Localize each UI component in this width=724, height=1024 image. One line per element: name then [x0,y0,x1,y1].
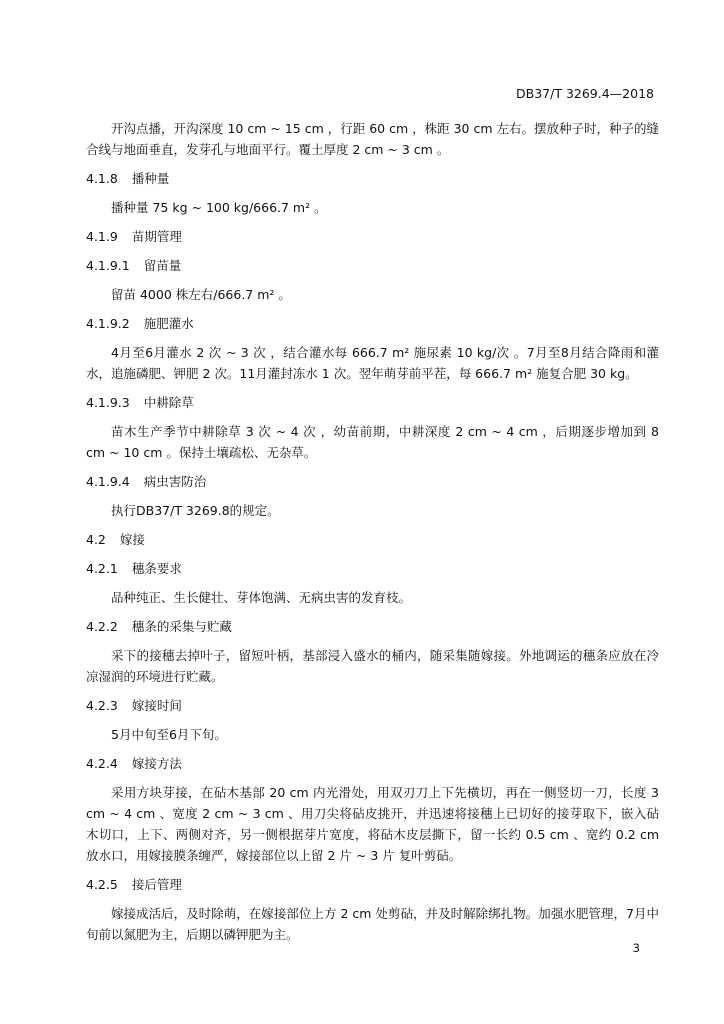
section-number: 4.1.9.3 [86,395,130,410]
document-body [86,118,659,953]
paragraph: 苗木生产季节中耕除草 3 次 ~ 4 次 ，幼苗前期，中耕深度 2 cm ~ 4 cm ，后期逐步增加到 8 cm ~ 10 cm 。保持土壤疏松、无杂草。 [86,424,659,460]
paragraph: 执行DB37/T 3269.8的规定。 [111,503,280,518]
section-title: 穗条的采集与贮藏 [131,619,232,634]
section-heading [86,168,659,189]
section-number: 4.2.2 [86,619,118,634]
section-title: 接后管理 [131,877,182,892]
paragraph: 嫁接成活后，及时除萌，在嫁接部位上方 2 cm 处剪砧，并及时解除绑扎物。加强水肥管理，7月中旬前以氮肥为主，后期以磷钾肥为主。 [86,906,659,942]
section-heading [86,226,659,247]
section-heading [86,695,659,716]
section-title: 苗期管理 [131,229,182,244]
section-heading [86,616,659,637]
section-title: 嫁接 [119,532,145,547]
section-number: 4.1.9 [86,229,118,244]
section-title: 施肥灌水 [143,316,194,331]
page-number: 3 [632,941,640,955]
paragraph: 播种量 75 kg ~ 100 kg/666.7 m² 。 [111,200,327,215]
standard-code-header: DB37/T 3269.4—2018 [516,86,654,101]
section-number: 4.2 [86,532,106,547]
section-heading [86,874,659,895]
paragraph: 4月至6月灌水 2 次 ~ 3 次 ，结合灌水每 666.7 m² 施尿素 10 kg/次 。7月至8月结合降雨和灌水，追施磷肥、钾肥 2 次。11月灌封冻水 1 次。翌年萌芽前平茬，每 666.7 m² 施复合肥 30 kg。 [86,345,659,381]
section-number: 4.2.1 [86,561,118,576]
section-title: 留苗量 [143,258,182,273]
paragraph: 采用方块芽接，在砧木基部 20 cm 内光滑处，用双刃刀上下先横切，再在一侧竖切一刀，长度 3 cm ~ 4 cm 、宽度 2 cm ~ 3 cm 、用刀尖将砧皮挑开，并迅速将接穗上已切好的接芽取下，嵌入砧木切口，上下、两侧对齐，另一侧根据芽片宽度，将砧木皮层撕下，留一长约 0.5 cm 、宽约 0.2 cm 放水口，用嫁接膜条缠严，嫁接部位以上留 2 片 ~ 3 片 复叶剪砧。 [86,785,659,863]
section-title: 嫁接时间 [131,698,182,713]
section-heading [86,255,659,276]
section-number: 4.1.9.1 [86,258,130,273]
section-number: 4.1.9.2 [86,316,130,331]
section-number: 4.2.4 [86,756,118,771]
section-heading [86,392,659,413]
section-number: 4.2.3 [86,698,118,713]
section-heading [86,313,659,334]
paragraph: 品种纯正、生长健壮、芽体饱满、无病虫害的发育枝。 [111,590,412,605]
section-title: 中耕除草 [143,395,194,410]
paragraph: 采下的接穗去掉叶子，留短叶柄，基部浸入盛水的桶内，随采集随嫁接。外地调运的穗条应放在冷凉湿润的环境进行贮藏。 [86,648,659,684]
section-heading [86,753,659,774]
paragraph: 5月中旬至6月下旬。 [111,727,227,742]
section-title: 病虫害防治 [143,474,207,489]
section-heading [86,529,659,550]
paragraph: 留苗 4000 株左右/666.7 m² 。 [111,287,291,302]
section-heading [86,558,659,579]
section-title: 播种量 [131,171,170,186]
section-number: 4.1.9.4 [86,474,130,489]
paragraph: 开沟点播，开沟深度 10 cm ~ 15 cm ，行距 60 cm ，株距 30 cm 左右。摆放种子时，种子的缝合线与地面垂直，发芽孔与地面平行。覆土厚度 2 cm ~ 3 cm 。 [86,121,659,157]
section-title: 穗条要求 [131,561,182,576]
section-heading [86,471,659,492]
section-number: 4.1.8 [86,171,118,186]
section-number: 4.2.5 [86,877,118,892]
section-title: 嫁接方法 [131,756,182,771]
